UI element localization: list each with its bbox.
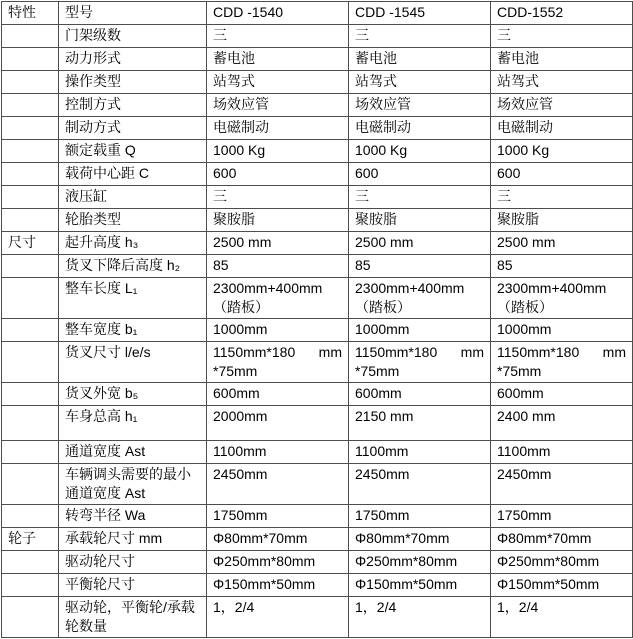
spec-value: 2500 mm <box>207 232 349 255</box>
spec-label: 门架级数 <box>59 25 207 48</box>
spec-value: 聚胺脂 <box>207 209 349 232</box>
section-label <box>2 406 59 441</box>
model-row-label: 型号 <box>59 2 207 25</box>
spec-row <box>2 140 633 163</box>
spec-value: 聚胺脂 <box>349 209 491 232</box>
spec-value: Φ80mm*70mm <box>349 528 491 551</box>
spec-value: 2300mm+400mm（踏板） <box>349 278 491 319</box>
spec-label: 驱动轮，平衡轮/承载轮数量 <box>59 597 207 638</box>
spec-value: 600mm <box>349 383 491 406</box>
spec-value: 1750mm <box>207 505 349 528</box>
spec-table-body <box>2 25 633 638</box>
spec-label: 液压缸 <box>59 186 207 209</box>
section-label: 轮子 <box>2 528 59 551</box>
spec-value: 85 <box>207 255 349 278</box>
spec-value: 1，2/4 <box>207 597 349 638</box>
spec-value: 聚胺脂 <box>491 209 633 232</box>
spec-value: 1000mm <box>491 319 633 342</box>
section-label <box>2 117 59 140</box>
forklift-spec-table <box>1 1 633 638</box>
spec-label: 制动方式 <box>59 117 207 140</box>
spec-value: 三 <box>207 186 349 209</box>
spec-value: 电磁制动 <box>349 117 491 140</box>
spec-row <box>2 94 633 117</box>
section-label <box>2 71 59 94</box>
spec-value: 三 <box>349 186 491 209</box>
section-label <box>2 551 59 574</box>
spec-label: 货叉下降后高度 h₂ <box>59 255 207 278</box>
spec-label: 整车宽度 b₁ <box>59 319 207 342</box>
spec-value: Φ250mm*80mm <box>207 551 349 574</box>
spec-label: 通道宽度 Ast <box>59 441 207 464</box>
spec-value: 2300mm+400mm（踏板） <box>491 278 633 319</box>
model-name-cdd-1545: CDD -1545 <box>349 2 491 25</box>
section-label <box>2 441 59 464</box>
spec-label: 车辆调头需要的最小通道宽度 Ast <box>59 464 207 505</box>
spec-value: 电磁制动 <box>491 117 633 140</box>
spec-value: 蓄电池 <box>349 48 491 71</box>
section-label <box>2 278 59 319</box>
spec-value: 600mm <box>207 383 349 406</box>
model-name-cdd-1540: CDD -1540 <box>207 2 349 25</box>
spec-value: 2300mm+400mm（踏板） <box>207 278 349 319</box>
spec-value: Φ250mm*80mm <box>349 551 491 574</box>
spec-label: 转弯半径 Wa <box>59 505 207 528</box>
spec-table-header <box>2 2 633 25</box>
section-label <box>2 597 59 638</box>
spec-row <box>2 574 633 597</box>
spec-row <box>2 505 633 528</box>
spec-value: 1000mm <box>207 319 349 342</box>
spec-value: 85 <box>349 255 491 278</box>
spec-row <box>2 406 633 441</box>
spec-value: 1750mm <box>349 505 491 528</box>
spec-label: 控制方式 <box>59 94 207 117</box>
section-label <box>2 255 59 278</box>
spec-value: 1000 Kg <box>491 140 633 163</box>
spec-value: 600mm <box>491 383 633 406</box>
spec-value: 2000mm <box>207 406 349 441</box>
spec-label: 动力形式 <box>59 48 207 71</box>
spec-value: 600 <box>207 163 349 186</box>
spec-value: 场效应管 <box>207 94 349 117</box>
spec-value: 场效应管 <box>349 94 491 117</box>
spec-value: 600 <box>349 163 491 186</box>
spec-row <box>2 186 633 209</box>
spec-row <box>2 209 633 232</box>
spec-value: 1000mm <box>349 319 491 342</box>
spec-value: 1000 Kg <box>349 140 491 163</box>
spec-row <box>2 232 633 255</box>
section-label <box>2 209 59 232</box>
section-label <box>2 25 59 48</box>
section-label: 尺寸 <box>2 232 59 255</box>
spec-label: 起升高度 h₃ <box>59 232 207 255</box>
spec-label: 货叉尺寸 l/e/s <box>59 342 207 383</box>
spec-value: 1，2/4 <box>349 597 491 638</box>
spec-value: Φ150mm*50mm <box>207 574 349 597</box>
header-row <box>2 2 633 25</box>
spec-value: 2450mm <box>207 464 349 505</box>
section-label <box>2 342 59 383</box>
spec-value: 1000 Kg <box>207 140 349 163</box>
section-label <box>2 383 59 406</box>
spec-value: Φ150mm*50mm <box>349 574 491 597</box>
section-label <box>2 186 59 209</box>
spec-value: 1750mm <box>491 505 633 528</box>
spec-value: Φ150mm*50mm <box>491 574 633 597</box>
spec-value: 三 <box>491 186 633 209</box>
spec-value: 站驾式 <box>491 71 633 94</box>
spec-row <box>2 342 633 383</box>
spec-row <box>2 48 633 71</box>
spec-row <box>2 441 633 464</box>
spec-value: 85 <box>491 255 633 278</box>
spec-value: 1150mm*180 mm *75mm <box>491 342 633 383</box>
spec-value: 电磁制动 <box>207 117 349 140</box>
spec-row <box>2 117 633 140</box>
spec-label: 整车长度 L₁ <box>59 278 207 319</box>
spec-value: 1150mm*180 mm *75mm <box>207 342 349 383</box>
section-label <box>2 319 59 342</box>
spec-label: 驱动轮尺寸 <box>59 551 207 574</box>
spec-value: 1，2/4 <box>491 597 633 638</box>
spec-value: 2500 mm <box>491 232 633 255</box>
section-label <box>2 163 59 186</box>
spec-value: 蓄电池 <box>207 48 349 71</box>
spec-label: 操作类型 <box>59 71 207 94</box>
section-label <box>2 94 59 117</box>
spec-value: 蓄电池 <box>491 48 633 71</box>
spec-value: 2450mm <box>491 464 633 505</box>
spec-value: 1100mm <box>349 441 491 464</box>
spec-label: 轮胎类型 <box>59 209 207 232</box>
spec-value: 场效应管 <box>491 94 633 117</box>
spec-value: 1100mm <box>207 441 349 464</box>
spec-value: 2150 mm <box>349 406 491 441</box>
spec-value: Φ80mm*70mm <box>207 528 349 551</box>
spec-row <box>2 278 633 319</box>
spec-value: 三 <box>491 25 633 48</box>
corner-label: 特性 <box>2 2 59 25</box>
spec-value: 站驾式 <box>349 71 491 94</box>
spec-row <box>2 528 633 551</box>
spec-value: 站驾式 <box>207 71 349 94</box>
spec-value: Φ250mm*80mm <box>491 551 633 574</box>
spec-row <box>2 25 633 48</box>
spec-value: 1150mm*180 mm *75mm <box>349 342 491 383</box>
spec-row <box>2 319 633 342</box>
spec-label: 额定载重 Q <box>59 140 207 163</box>
spec-value: 三 <box>349 25 491 48</box>
spec-label: 平衡轮尺寸 <box>59 574 207 597</box>
spec-value: Φ80mm*70mm <box>491 528 633 551</box>
spec-row <box>2 551 633 574</box>
section-label <box>2 140 59 163</box>
spec-value: 2500 mm <box>349 232 491 255</box>
section-label <box>2 505 59 528</box>
section-label <box>2 574 59 597</box>
spec-label: 载荷中心距 C <box>59 163 207 186</box>
spec-row <box>2 163 633 186</box>
spec-label: 承载轮尺寸 mm <box>59 528 207 551</box>
spec-sheet <box>0 1 633 638</box>
spec-value: 2400 mm <box>491 406 633 441</box>
spec-value: 2450mm <box>349 464 491 505</box>
spec-value: 600 <box>491 163 633 186</box>
spec-value: 1100mm <box>491 441 633 464</box>
spec-row <box>2 464 633 505</box>
spec-value: 三 <box>207 25 349 48</box>
spec-label: 车身总高 h₁ <box>59 406 207 441</box>
spec-row <box>2 255 633 278</box>
spec-label: 货叉外宽 b₅ <box>59 383 207 406</box>
section-label <box>2 464 59 505</box>
spec-row <box>2 597 633 638</box>
model-name-cdd-1552: CDD-1552 <box>491 2 633 25</box>
section-label <box>2 48 59 71</box>
spec-row <box>2 71 633 94</box>
spec-row <box>2 383 633 406</box>
